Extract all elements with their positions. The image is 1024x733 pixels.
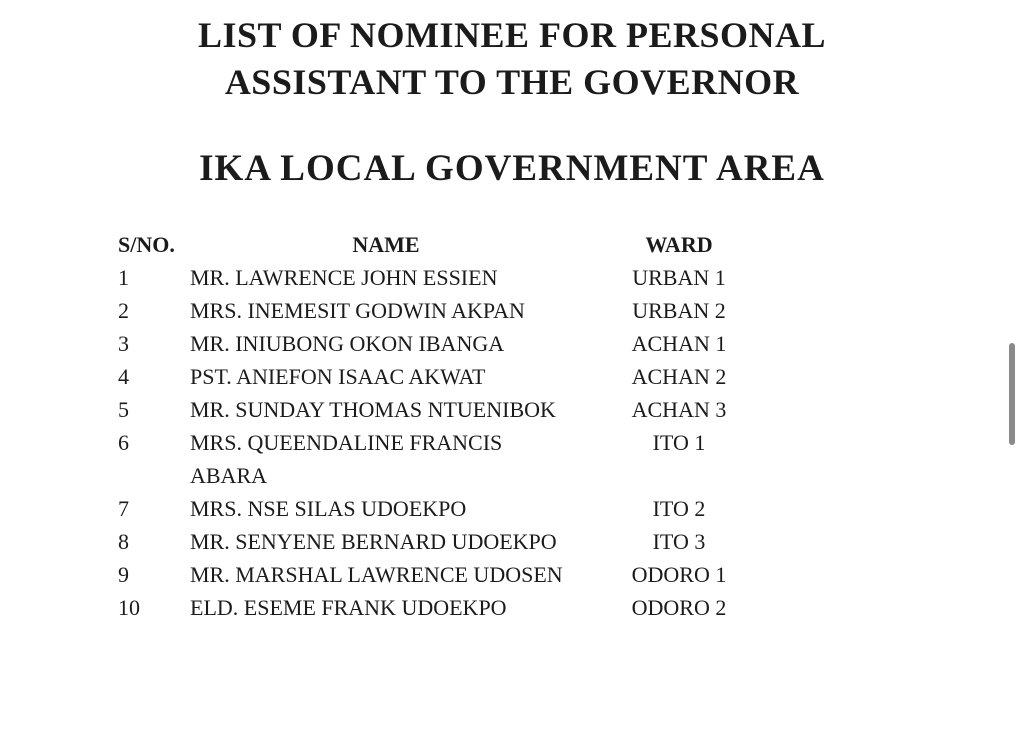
row-serial-number: 7 — [118, 496, 129, 521]
row-serial-number: 10 — [118, 595, 140, 620]
row-ward: URBAN 2 — [632, 298, 726, 323]
row-nominee-name: MR. INIUBONG OKON IBANGA — [190, 331, 505, 356]
row-serial-number: 8 — [118, 529, 129, 554]
row-serial-number: 2 — [118, 298, 129, 323]
row-ward: ACHAN 3 — [631, 397, 727, 422]
row-ward: ACHAN 1 — [631, 331, 727, 356]
page-subtitle: IKA LOCAL GOVERNMENT AREA — [199, 148, 825, 189]
row-nominee-name: MR. LAWRENCE JOHN ESSIEN — [190, 265, 498, 290]
row-nominee-name: MR. SUNDAY THOMAS NTUENIBOK — [190, 397, 556, 422]
row-ward: ODORO 2 — [631, 595, 727, 620]
table-row — [118, 294, 748, 327]
column-header-sno: S/NO. — [118, 232, 175, 257]
table-row — [118, 591, 748, 624]
page-title-line-2: ASSISTANT TO THE GOVERNOR — [224, 62, 800, 102]
table-row — [118, 525, 748, 558]
row-nominee-name: MR. SENYENE BERNARD UDOEKPO — [190, 529, 557, 554]
row-serial-number: 4 — [118, 364, 129, 389]
row-serial-number: 5 — [118, 397, 129, 422]
table-row — [118, 426, 748, 492]
row-serial-number: 9 — [118, 562, 129, 587]
row-nominee-name: PST. ANIEFON ISAAC AKWAT — [190, 364, 486, 389]
row-ward: ITO 3 — [652, 529, 706, 554]
nominee-table — [118, 228, 748, 624]
row-ward: ITO 2 — [652, 496, 706, 521]
row-nominee-name: MRS. NSE SILAS UDOEKPO — [190, 496, 467, 521]
table-row — [118, 492, 748, 525]
table-row — [118, 261, 748, 294]
row-ward: ITO 1 — [652, 430, 706, 455]
table-row — [118, 558, 748, 591]
row-serial-number: 1 — [118, 265, 129, 290]
row-serial-number: 3 — [118, 331, 129, 356]
table-body — [118, 261, 748, 624]
row-ward: ACHAN 2 — [631, 364, 727, 389]
row-ward: ODORO 1 — [631, 562, 727, 587]
row-nominee-name: ELD. ESEME FRANK UDOEKPO — [190, 595, 507, 620]
row-serial-number: 6 — [118, 430, 129, 455]
row-nominee-name: MRS. QUEENDALINE FRANCIS ABARA — [190, 430, 503, 488]
column-header-name: NAME — [352, 232, 420, 257]
table-row — [118, 393, 748, 426]
row-nominee-name: MR. MARSHAL LAWRENCE UDOSEN — [190, 562, 563, 587]
vertical-scrollbar-thumb[interactable] — [1009, 343, 1015, 445]
table-row — [118, 327, 748, 360]
table-header-row — [118, 228, 748, 261]
page-title-line-1: LIST OF NOMINEE FOR PERSONAL — [197, 15, 827, 55]
row-ward: URBAN 1 — [632, 265, 726, 290]
table-row — [118, 360, 748, 393]
column-header-ward: WARD — [645, 232, 713, 257]
row-nominee-name: MRS. INEMESIT GODWIN AKPAN — [190, 298, 525, 323]
page-title — [0, 12, 1024, 106]
